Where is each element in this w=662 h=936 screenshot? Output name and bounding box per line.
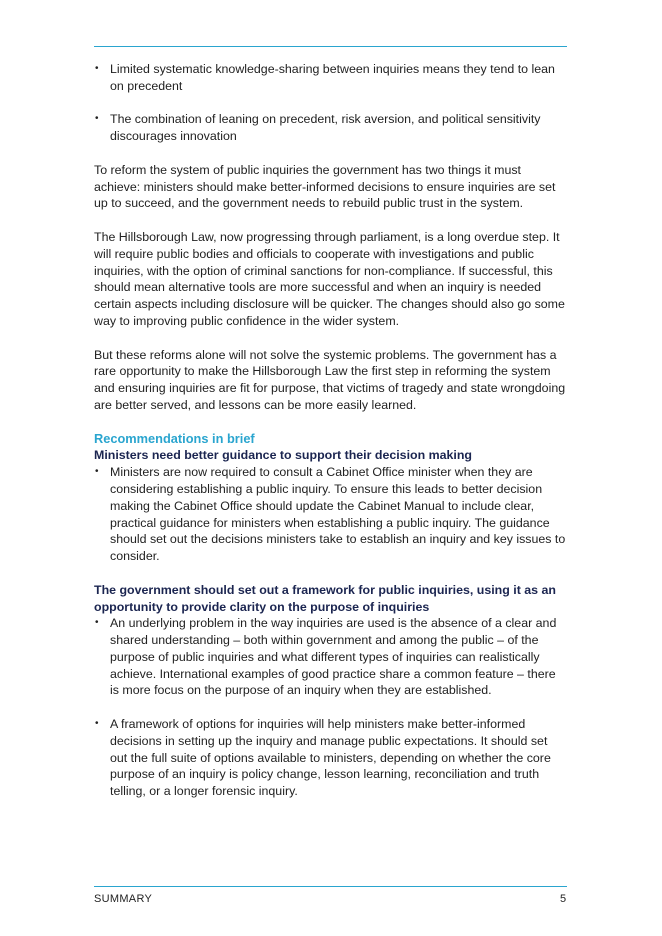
recommendation-bullet-list <box>94 615 568 800</box>
list-item: • Ministers are now required to consult a Cabinet Office minister when they are considering establishing a public inquiry. To ensure this leads to better decision making the Cabinet Office should update the Cabinet Manual to include clear, practical guidance for ministers when establishing a public inquiry. The guidance should set out the decisions ministers take to establish an inquiry and key issues to consider. <box>94 464 568 565</box>
header-rule <box>94 46 567 47</box>
page-body <box>94 61 568 800</box>
recommendation-heading: Ministers need better guidance to support their decision making <box>94 448 472 463</box>
footer-rule <box>94 886 567 887</box>
footer-section-label: SUMMARY <box>94 893 153 905</box>
page-number: 5 <box>560 893 567 905</box>
paragraph: But these reforms alone will not solve the systemic problems. The government has a rare opportunity to make the Hillsborough Law the first step in reforming the system and ensuring inquiries are fit for purpose, that victims of tragedy and state wrongdoing are better served, and lessons can be more easily learned. <box>94 347 566 412</box>
list-item: • The combination of leaning on precedent, risk aversion, and political sensitivity discourages innovation <box>94 111 568 145</box>
recommendation-bullet-list <box>94 464 568 565</box>
paragraph: To reform the system of public inquiries the government has two things it must achieve: ministers should make better-informed decisions to ensure inquiries are set up to succeed, and the government needs to rebuild public trust in the system. <box>94 162 556 211</box>
recommendation-heading: The government should set out a framework for public inquiries, using it as an opportunity to provide clarity on the purpose of inquiries <box>94 582 556 614</box>
section-title: Recommendations in brief <box>94 430 255 446</box>
list-item: • An underlying problem in the way inquiries are used is the absence of a clear and shared understanding – both within government and among the public – of the purpose of public inquiries and what different types of inquiries can realistically achieve. International examples of good practice share a common feature – there is more focus on the purpose of an inquiry when they are established. <box>94 615 568 699</box>
intro-bullet-list <box>94 61 568 145</box>
list-item: • A framework of options for inquiries will help ministers make better-informed decisions in setting up the inquiry and manage public expectations. It should set out the full suite of options available to ministers, depending on whether the core purpose of an inquiry is policy change, lesson learning, reconciliation and truth telling, or a longer forensic inquiry. <box>94 716 568 800</box>
list-item: • Limited systematic knowledge-sharing between inquiries means they tend to lean on precedent <box>94 61 568 95</box>
paragraph: The Hillsborough Law, now progressing through parliament, is a long overdue step. It will require public bodies and officials to cooperate with investigations and public inquiries, with the option of criminal sanctions for non-compliance. If successful, this should mean alternative tools are more successful and when an inquiry is needed certain aspects including disclosure will be quicker. The changes should also go some way to improving public confidence in the wider system. <box>94 229 565 328</box>
